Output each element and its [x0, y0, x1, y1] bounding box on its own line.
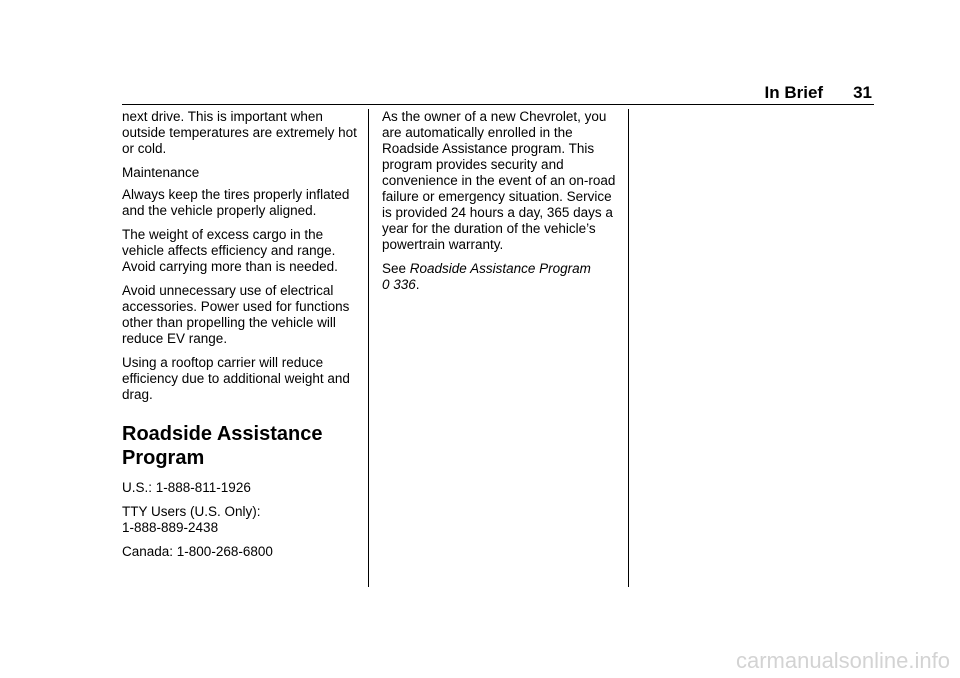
phone-tty-label: TTY Users (U.S. Only):: [122, 504, 261, 519]
section-title: In Brief: [764, 83, 824, 102]
xref-arrow-icon: 0: [382, 277, 390, 292]
paragraph-enrollment: As the owner of a new Chevrolet, you are automatically enrolled in the Roadside Assistance program. This program provides security and convenience in the event of an on-road failure or emergency situation. Service is provided 24 hours a day, 365 days a year for the duration of the vehicle’s powertrain warranty.: [382, 109, 616, 252]
phone-tty: [122, 504, 358, 536]
see-prefix: See: [382, 261, 410, 276]
phone-tty-number: 1-888-889-2438: [122, 520, 219, 535]
column-middle: [382, 109, 618, 301]
column-divider-1: [368, 109, 369, 587]
paragraph-cargo: The weight of excess cargo in the vehicle affects efficiency and range. Avoid carrying more than is needed.: [122, 227, 338, 274]
paragraph-rooftop: Using a rooftop carrier will reduce efficiency due to additional weight and drag.: [122, 355, 350, 402]
paragraph-accessories: Avoid unnecessary use of electrical accessories. Power used for functions other than propelling the vehicle will reduce EV range.: [122, 283, 350, 346]
page-header: [122, 83, 874, 103]
cross-reference: [382, 261, 618, 293]
page-number: 31: [853, 83, 872, 102]
phone-us: U.S.: 1-888-811-1926: [122, 480, 251, 495]
maintenance-heading: Maintenance: [122, 165, 200, 180]
see-title-link[interactable]: Roadside Assistance Program: [409, 261, 591, 276]
see-page[interactable]: 336: [389, 277, 416, 292]
phone-canada: Canada: 1-800-268-6800: [122, 544, 273, 559]
header-rule: [122, 104, 874, 105]
column-divider-2: [628, 109, 629, 587]
watermark: carmanualsonline.info: [735, 648, 950, 673]
see-suffix: .: [415, 277, 420, 292]
roadside-assistance-heading: Roadside Assistance Program: [122, 423, 323, 469]
paragraph-extreme-temps: next drive. This is important when outside temperatures are extremely hot or cold.: [122, 109, 357, 156]
paragraph-tires: Always keep the tires properly inflated and the vehicle properly aligned.: [122, 187, 350, 218]
header-text: [765, 83, 872, 103]
column-left: [122, 109, 358, 568]
